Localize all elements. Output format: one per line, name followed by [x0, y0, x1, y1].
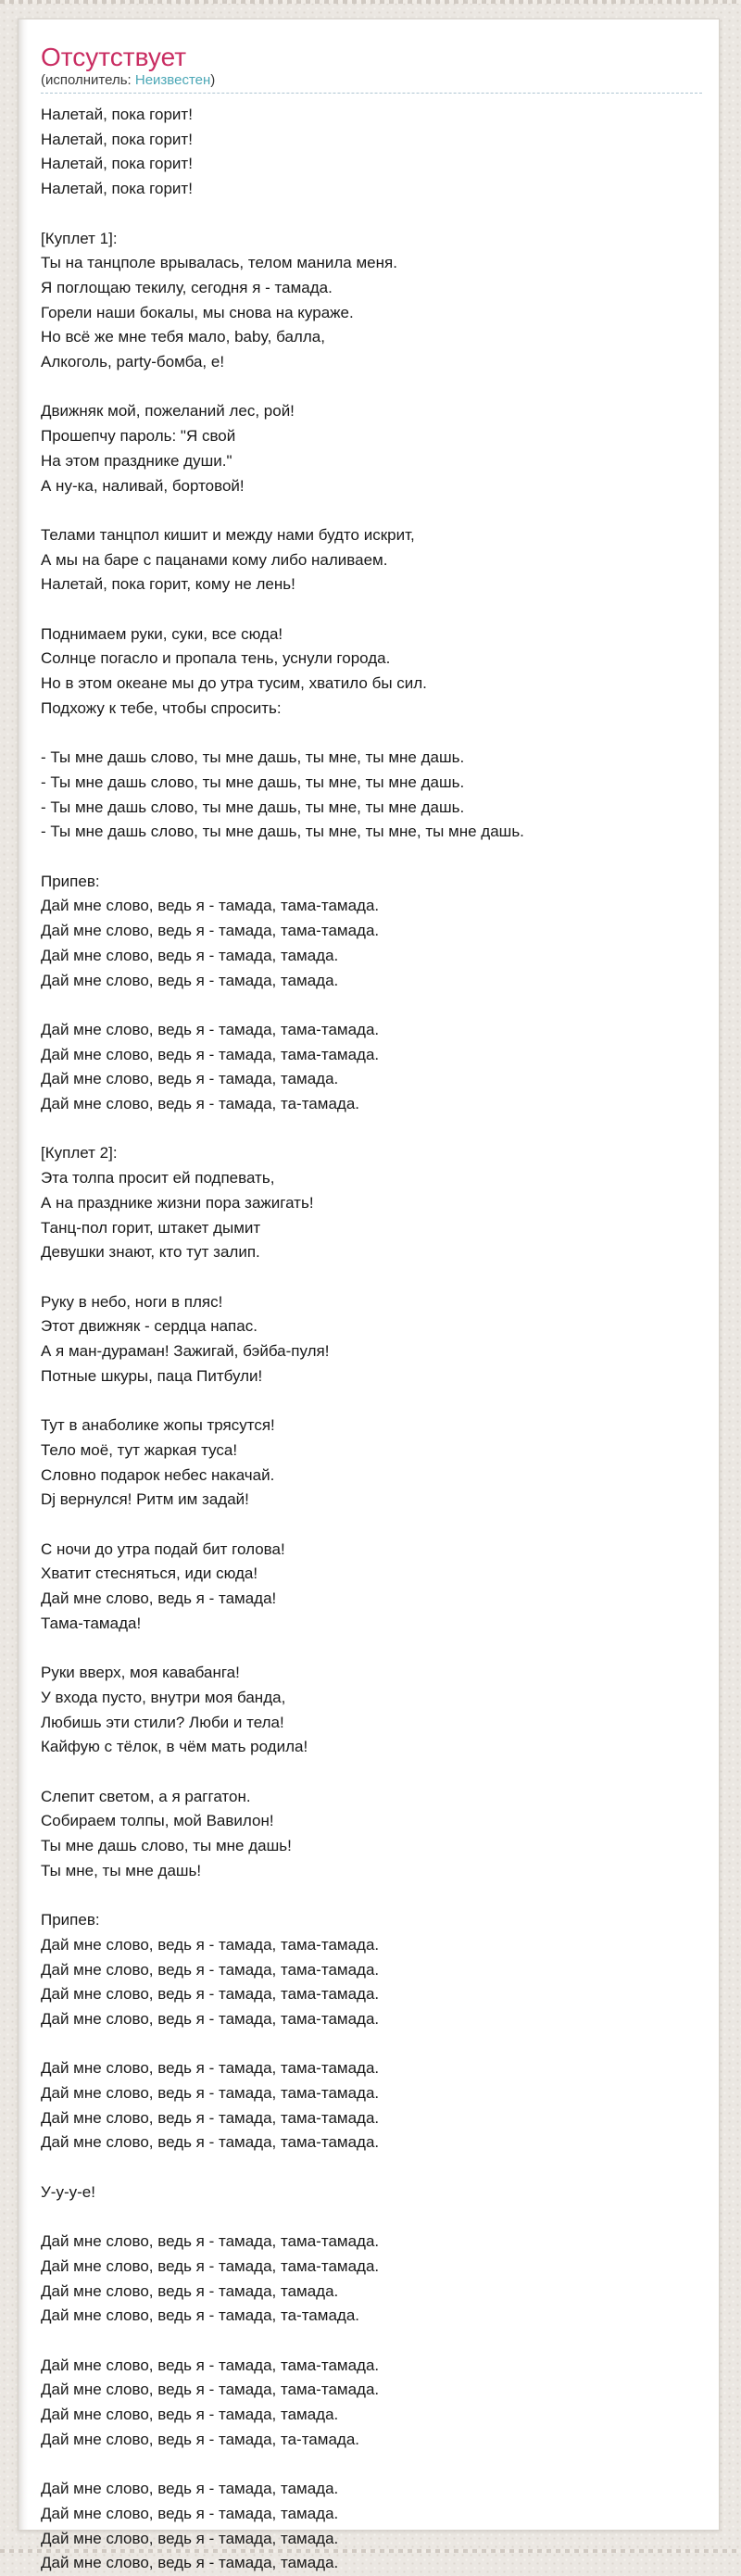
artist-link[interactable]: Неизвестен [134, 72, 211, 88]
lyric-line: Дай мне слово, ведь я - тамада, тама-тамада. [41, 2232, 380, 2251]
lyric-line: Танц-пол горит, штакет дымит [41, 1218, 261, 1237]
stanza [41, 870, 700, 994]
song-header [41, 43, 702, 94]
lyric-line: Дай мне слово, ведь я - тамада! [41, 1590, 277, 1608]
lyric-line: Но в этом океане мы до утра тусим, хватило бы сил. [41, 674, 427, 693]
lyric-line: А ну-ка, наливай, бортовой! [41, 476, 245, 495]
lyric-line: Ты на танцполе врывалась, телом манила меня. [41, 254, 397, 272]
stanza [41, 1661, 700, 1760]
lyric-line: С ночи до утра подай бит голова! [41, 1539, 285, 1558]
lyric-line: Дай мне слово, ведь я - тамада, тамада. [41, 946, 339, 964]
lyric-line: Девушки знают, кто тут залип. [41, 1243, 260, 1262]
lyric-line: А мы на баре с пацанами кому либо наливаем. [41, 550, 388, 569]
lyric-line: Дай мне слово, ведь я - тамада, тама-тамада. [41, 2133, 380, 2152]
lyric-line: А на празднике жизни пора зажигать! [41, 1193, 314, 1212]
lyric-line: Любишь эти стили? Люби и тела! [41, 1713, 284, 1731]
lyric-line: Тут в анаболике жопы трясутся! [41, 1416, 275, 1435]
artist-line [41, 72, 702, 88]
stanza [41, 1538, 700, 1637]
stanza [41, 1290, 700, 1389]
lyric-line: Дай мне слово, ведь я - тамада, тама-тамада. [41, 2059, 380, 2078]
lyric-line: Дай мне слово, ведь я - тамада, тамада. [41, 2406, 339, 2424]
lyric-line: Дай мне слово, ведь я - тамада, тамада. [41, 2554, 339, 2572]
lyric-line: У-у-у-е! [41, 2182, 95, 2201]
stanza [41, 622, 700, 722]
stanza [41, 1141, 700, 1265]
lyric-line: Тело моё, тут жаркая туса! [41, 1440, 238, 1459]
lyric-line: Собираем толпы, мой Вавилон! [41, 1812, 274, 1830]
lyric-line: Алкоголь, party-бомба, е! [41, 353, 225, 371]
lyric-line: Дай мне слово, ведь я - тамада, тама-тамада. [41, 1935, 380, 1954]
lyric-line: Дай мне слово, ведь я - тамада, тамада. [41, 2281, 339, 2300]
stanza [41, 1908, 700, 2032]
lyric-line: Дай мне слово, ведь я - тамада, тамада. [41, 2480, 339, 2498]
stanza [41, 1414, 700, 1513]
lyric-line: Дай мне слово, ведь я - тамада, та-тамада. [41, 2306, 359, 2325]
lyric-line: Дай мне слово, ведь я - тамада, тама-тамада. [41, 2084, 380, 2103]
lyric-line: - Ты мне дашь слово, ты мне дашь, ты мне, ты мне, ты мне дашь. [41, 823, 524, 841]
stanza [41, 2056, 700, 2155]
song-title: Отсутствует [41, 43, 187, 71]
lyric-line: - Ты мне дашь слово, ты мне дашь, ты мне, ты мне дашь. [41, 748, 465, 767]
lyric-line: Подхожу к тебе, чтобы спросить: [41, 698, 282, 717]
lyric-line: Налетай, пока горит! [41, 106, 193, 123]
lyric-line: Солнце погасло и пропала тень, уснули города. [41, 649, 391, 668]
stanza [41, 523, 700, 597]
lyric-line: Дай мне слово, ведь я - тамада, та-тамада. [41, 1095, 359, 1113]
lyric-line: Дай мне слово, ведь я - тамада, тама-тамада. [41, 1985, 380, 2004]
stanza [41, 2354, 700, 2453]
lyric-line: Dj вернулся! Ритм им задай! [41, 1490, 249, 1509]
card-left-fold [19, 19, 28, 2530]
lyric-line: Дай мне слово, ведь я - тамада, тама-тамада. [41, 897, 380, 915]
lyric-line: Но всё же мне тебя мало, baby, балла, [41, 328, 325, 346]
lyric-line: Этот движняк - сердца напас. [41, 1317, 257, 1336]
lyrics-text [41, 103, 700, 2576]
lyric-line: Дай мне слово, ведь я - тамада, тамада. [41, 2529, 339, 2547]
artist-suffix: ) [210, 72, 216, 88]
lyric-line: Налетай, пока горит, кому не лень! [41, 575, 295, 594]
lyric-line: Прошепчу пароль: "Я свой [41, 427, 236, 446]
lyric-line: Тама-тамада! [41, 1614, 142, 1632]
stanza [41, 1785, 700, 1884]
lyrics-card [18, 19, 720, 2572]
lyric-line: Налетай, пока горит! [41, 130, 193, 148]
lyric-line: Дай мне слово, ведь я - тамада, тама-тамада. [41, 1045, 380, 1063]
stanza [41, 2230, 700, 2329]
lyric-line: Дай мне слово, ведь я - тамада, тамада. [41, 971, 339, 989]
lyric-line: [Куплет 2]: [41, 1144, 118, 1162]
stanza [41, 746, 700, 845]
lyric-line: Дай мне слово, ведь я - тамада, тама-тамада. [41, 2381, 380, 2399]
lyric-line: - Ты мне дашь слово, ты мне дашь, ты мне, ты мне дашь. [41, 798, 465, 816]
lyric-line: У входа пусто, внутри моя банда, [41, 1688, 286, 1706]
stanza [41, 103, 700, 202]
lyric-line: Горели наши бокалы, мы снова на кураже. [41, 303, 354, 321]
lyric-line: Дай мне слово, ведь я - тамада, тама-тамада. [41, 1020, 380, 1038]
artist-prefix: (исполнитель: [41, 72, 135, 88]
lyric-line: Припев: [41, 872, 100, 890]
lyric-line: Дай мне слово, ведь я - тамада, тама-тамада. [41, 922, 380, 940]
lyric-line: Телами танцпол кишит и между нами будто искрит, [41, 525, 415, 544]
lyric-line: Дай мне слово, ведь я - тамада, та-тамада. [41, 2430, 359, 2448]
lyric-line: Руки вверх, моя кавабанга! [41, 1664, 240, 1682]
lyric-line: Слепит светом, а я раггатон. [41, 1787, 251, 1805]
lyric-line: Дай мне слово, ведь я - тамада, тамада. [41, 1070, 339, 1088]
lyric-line: Кайфую с тёлок, в чём мать родила! [41, 1738, 308, 1756]
stanza [41, 2477, 700, 2576]
lyric-line: Налетай, пока горит! [41, 180, 193, 198]
lyric-line: На этом празднике души." [41, 451, 232, 470]
lyric-line: Ты мне дашь слово, ты мне дашь! [41, 1837, 292, 1855]
lyric-line: [Куплет 1]: [41, 229, 118, 247]
lyric-line: Ты мне, ты мне дашь! [41, 1861, 202, 1879]
lyric-line: Налетай, пока горит! [41, 155, 193, 173]
lyric-line: Дай мне слово, ведь я - тамада, тама-тамада. [41, 1960, 380, 1979]
stanza [41, 399, 700, 498]
lyric-line: Движняк мой, пожеланий лес, рой! [41, 402, 295, 421]
lyric-line: Я поглощаю текилу, сегодня я - тамада. [41, 278, 333, 296]
lyric-line: А я ман-дураман! Зажигай, бэйба-пуля! [41, 1342, 330, 1361]
lyric-line: Дай мне слово, ведь я - тамада, тама-тамада. [41, 2356, 380, 2374]
stanza [41, 1018, 700, 1117]
lyric-line: Поднимаем руки, суки, все сюда! [41, 624, 283, 643]
lyric-line: Словно подарок небес накачай. [41, 1465, 275, 1484]
stanza [41, 2180, 700, 2205]
lyric-line: Дай мне слово, ведь я - тамада, тама-тамада. [41, 2009, 380, 2028]
lyric-line: Хватит стесняться, иди сюда! [41, 1564, 258, 1583]
lyric-line: Дай мне слово, ведь я - тамада, тама-тамада. [41, 2108, 380, 2127]
stanza [41, 227, 700, 375]
page-top-edge [0, 0, 741, 4]
lyric-line: Дай мне слово, ведь я - тамада, тама-тамада. [41, 2256, 380, 2275]
lyric-line: Припев: [41, 1911, 100, 1929]
lyric-line: - Ты мне дашь слово, ты мне дашь, ты мне, ты мне дашь. [41, 773, 465, 791]
lyric-line: Потные шкуры, паца Питбули! [41, 1366, 263, 1385]
page-bottom-edge [0, 2549, 741, 2553]
lyric-line: Руку в небо, ноги в пляс! [41, 1292, 223, 1311]
lyric-line: Дай мне слово, ведь я - тамада, тамада. [41, 2504, 339, 2522]
lyric-line: Эта толпа просит ей подпевать, [41, 1169, 275, 1187]
